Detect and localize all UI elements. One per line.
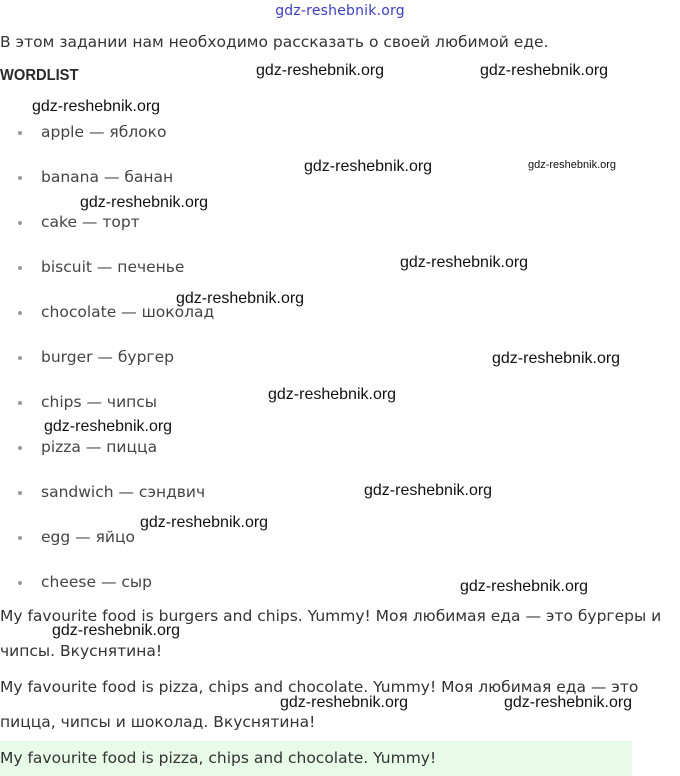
paragraph-1: My favourite food is burgers and chips. Yummy! Моя любимая еда — это бургеры и чипсы. Вкуснятина!	[0, 607, 662, 660]
list-item	[0, 207, 214, 252]
list-item	[0, 522, 214, 567]
bullet-icon	[18, 536, 22, 540]
list-item	[0, 387, 214, 432]
list-item-text: sandwich — сэндвич	[41, 483, 206, 501]
bullet-icon	[18, 401, 22, 405]
watermark: gdz-reshebnik.org	[280, 694, 409, 711]
wordlist	[0, 117, 214, 612]
watermark: gdz-reshebnik.org	[364, 482, 493, 499]
bullet-icon	[18, 581, 22, 585]
list-item	[0, 297, 214, 342]
wordlist-title: WORDLIST	[0, 67, 79, 84]
list-item	[0, 477, 214, 522]
list-item	[0, 117, 214, 162]
list-item-text: pizza — пицца	[41, 438, 158, 456]
list-item	[0, 342, 214, 387]
paragraph-2: My favourite food is pizza, chips and chocolate. Yummy! Моя любимая еда — это пицца, чипсы и шоколад. Вкуснятина!	[0, 678, 639, 731]
watermark: gdz-reshebnik.org	[304, 158, 433, 175]
watermark: gdz-reshebnik.org	[492, 350, 621, 367]
list-item	[0, 162, 214, 207]
watermark: gdz-reshebnik.org	[52, 622, 181, 639]
watermark: gdz-reshebnik.org	[400, 254, 529, 271]
watermark: gdz-reshebnik.org	[528, 159, 617, 171]
list-item-text: biscuit — печенье	[41, 258, 185, 276]
bullet-icon	[18, 491, 22, 495]
list-item-text: chocolate — шоколад	[41, 303, 215, 321]
bullet-icon	[18, 356, 22, 360]
site-header-link[interactable]: gdz-reshebnik.org	[275, 3, 405, 19]
watermark: gdz-reshebnik.org	[256, 62, 385, 79]
answer-highlight: My favourite food is pizza, chips and chocolate. Yummy!	[0, 741, 632, 776]
list-item-text: chips — чипсы	[41, 393, 158, 411]
bullet-icon	[18, 311, 22, 315]
watermark: gdz-reshebnik.org	[176, 290, 305, 307]
watermark: gdz-reshebnik.org	[44, 418, 173, 435]
watermark: gdz-reshebnik.org	[32, 98, 161, 115]
list-item	[0, 252, 214, 297]
bullet-icon	[18, 221, 22, 225]
list-item-text: apple — яблоко	[41, 123, 167, 141]
intro-text: В этом задании нам необходимо рассказать о своей любимой еде.	[0, 33, 549, 51]
list-item	[0, 432, 214, 477]
bullet-icon	[18, 446, 22, 450]
list-item-text: egg — яйцо	[41, 528, 135, 546]
bullet-icon	[18, 266, 22, 270]
watermark: gdz-reshebnik.org	[140, 514, 269, 531]
watermark: gdz-reshebnik.org	[460, 578, 589, 595]
bullet-icon	[18, 131, 22, 135]
watermark: gdz-reshebnik.org	[504, 694, 633, 711]
watermark: gdz-reshebnik.org	[268, 386, 397, 403]
watermark: gdz-reshebnik.org	[80, 194, 209, 211]
list-item-text: banana — банан	[41, 168, 174, 186]
list-item-text: cheese — сыр	[41, 573, 152, 591]
watermark: gdz-reshebnik.org	[480, 62, 609, 79]
bullet-icon	[18, 176, 22, 180]
list-item-text: cake — торт	[41, 213, 140, 231]
list-item-text: burger — бургер	[41, 348, 174, 366]
